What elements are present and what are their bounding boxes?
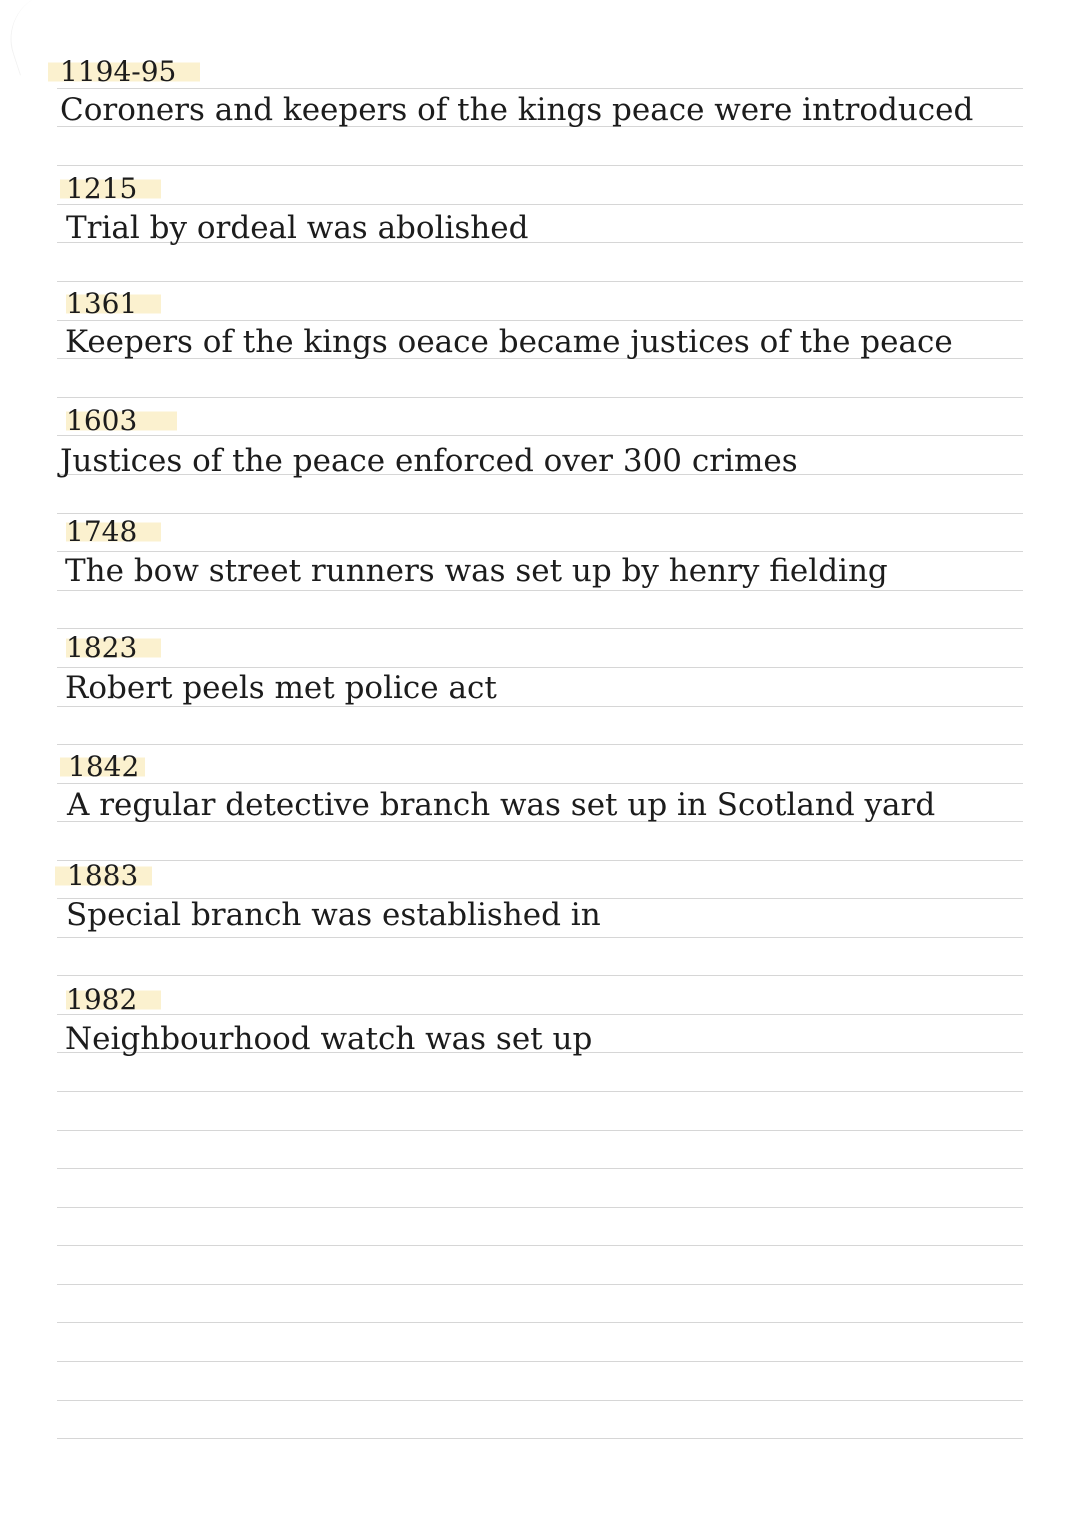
timeline-event: The bow street runners was set up by henry fielding (65, 553, 888, 589)
timeline-year (55, 859, 152, 893)
ruled-line (57, 320, 1023, 321)
ruled-line (57, 513, 1023, 514)
year-highlight (60, 750, 145, 784)
year-text: 1215 (66, 172, 138, 205)
ruled-line (57, 1014, 1023, 1015)
ruled-line (57, 706, 1023, 707)
year-text: 1361 (66, 287, 138, 320)
year-text: 1823 (66, 631, 138, 664)
year-text: 1194-95 (60, 55, 177, 88)
year-text: 1883 (67, 859, 139, 892)
timeline-event: A regular detective branch was set up in Scotland yard (67, 787, 936, 823)
timeline-event: Keepers of the kings oeace became justices of the peace (65, 324, 953, 360)
ruled-line (57, 1091, 1023, 1092)
timeline-event: Trial by ordeal was abolished (66, 210, 529, 246)
timeline-event: Special branch was established in (66, 897, 601, 933)
ruled-line (57, 937, 1023, 938)
year-text: 1982 (66, 983, 138, 1016)
year-highlight (66, 515, 161, 549)
ruled-line (57, 590, 1023, 591)
year-highlight (55, 859, 152, 893)
timeline-year (66, 983, 161, 1017)
ruled-line (57, 667, 1023, 668)
year-highlight (66, 983, 161, 1017)
year-highlight (48, 55, 200, 89)
timeline-year (66, 404, 177, 438)
ruled-line (57, 1245, 1023, 1246)
ruled-line (57, 204, 1023, 205)
ruled-line (57, 435, 1023, 436)
timeline-year (60, 172, 161, 206)
year-text: 1603 (66, 404, 138, 437)
ruled-line (57, 397, 1023, 398)
timeline-year (66, 631, 161, 665)
ruled-line (57, 783, 1023, 784)
ruled-line (57, 628, 1023, 629)
ruled-line (57, 1322, 1023, 1323)
ruled-line (57, 1207, 1023, 1208)
timeline-event: Neighbourhood watch was set up (65, 1021, 593, 1057)
year-highlight (66, 404, 177, 438)
year-text: 1842 (68, 750, 140, 783)
year-highlight (66, 287, 161, 321)
ruled-line (57, 975, 1023, 976)
ruled-line (57, 281, 1023, 282)
timeline-year (60, 750, 145, 784)
timeline-event: Robert peels met police act (65, 670, 497, 706)
ruled-line (57, 1361, 1023, 1362)
ruled-line (57, 1400, 1023, 1401)
timeline-event: Justices of the peace enforced over 300 crimes (60, 443, 798, 479)
timeline-event: Coroners and keepers of the kings peace were introduced (60, 92, 974, 128)
timeline-year (48, 55, 200, 89)
ruled-line (57, 165, 1023, 166)
timeline-year (66, 515, 161, 549)
ruled-line (57, 1438, 1023, 1439)
ruled-line (57, 744, 1023, 745)
ruled-line (57, 88, 1023, 89)
year-highlight (66, 631, 161, 665)
year-text: 1748 (66, 515, 138, 548)
ruled-line (57, 551, 1023, 552)
ruled-line (57, 860, 1023, 861)
ruled-line (57, 1168, 1023, 1169)
year-highlight (60, 172, 161, 206)
ruled-line (57, 1130, 1023, 1131)
ruled-line (57, 1284, 1023, 1285)
timeline-year (66, 287, 161, 321)
